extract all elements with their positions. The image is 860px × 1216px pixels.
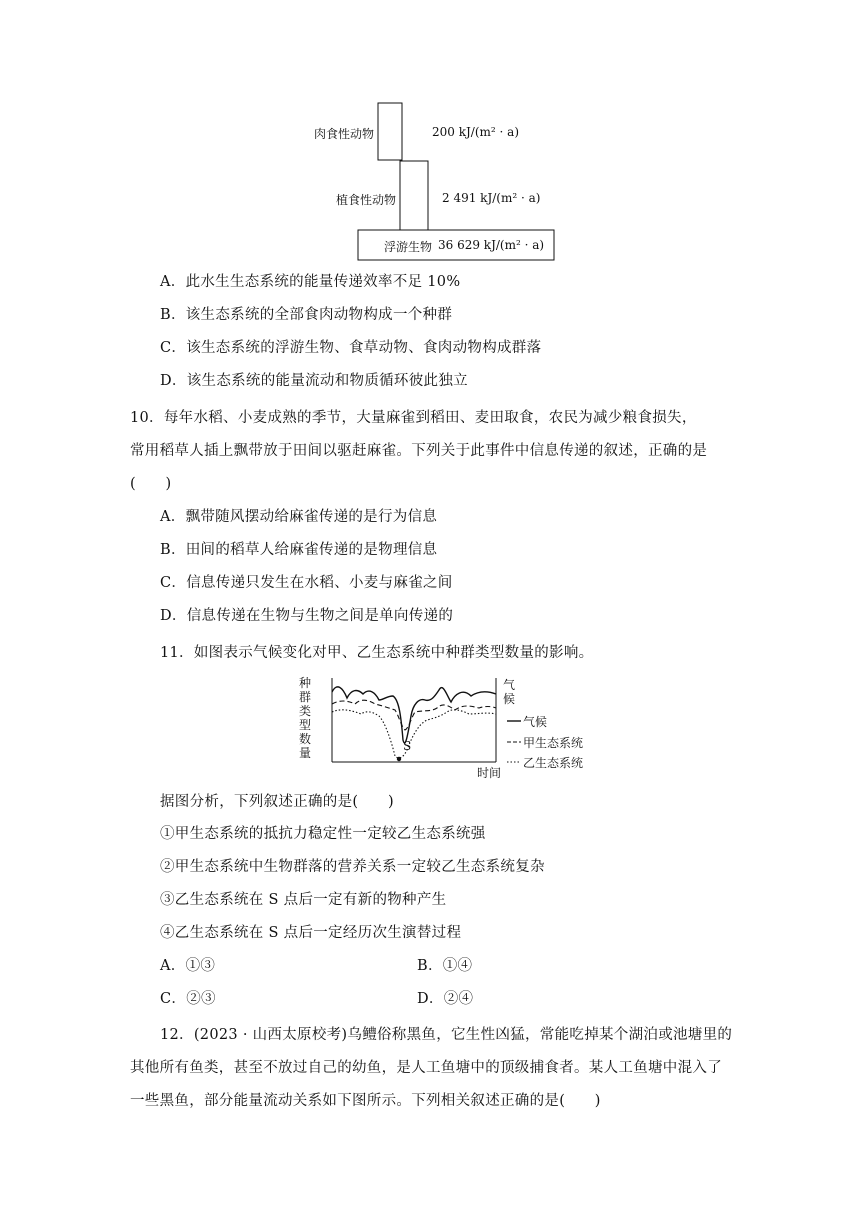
pyramid-level-2-name: 植食性动物 [336,193,397,207]
q9-option-c: C．该生态系统的浮游生物、食草动物、食肉动物构成群落 [160,340,542,356]
q11-option-b: B．①④ [417,958,473,974]
point-s-label: S [403,739,412,753]
pyramid-level-1-energy: 200 kJ/(m² · a) [432,125,519,139]
q10-option-a: A．飘带随风摆动给麻雀传递的是行为信息 [160,509,438,525]
climate-line [332,687,496,743]
q11-question: 据图分析，下列叙述正确的是( ) [160,794,394,810]
pyramid-level-3-energy: 36 629 kJ/(m² · a) [438,238,545,252]
q11-statement-4: ④乙生态系统在 S 点后一定经历次生演替过程 [160,925,462,941]
q12-stem-line-1: 12．(2023 · 山西太原校考)乌鳢俗称黑鱼，它生性凶猛，常能吃掉某个湖泊或池塘里的 [160,1027,733,1043]
y-axis-label: 种群类型数量 [299,676,312,760]
legend-ecosystem-a-label: 甲生态系统 [523,736,584,750]
q12-stem-line-2: 其他所有鱼类，甚至不放过自己的幼鱼，是人工鱼塘中的顶级捕食者。某人工鱼塘中混入了 [130,1060,722,1076]
q10-stem-line-3: ( ) [130,476,172,492]
x-axis-label: 时间 [477,766,502,780]
q10-stem-line-1: 10．每年水稻、小麦成熟的季节，大量麻雀到稻田、麦田取食，农民为减少粮食损失， [130,410,697,426]
q10-stem-line-2: 常用稻草人插上飘带放于田间以驱赶麻雀。下列关于此事件中信息传递的叙述，正确的是 [130,443,708,459]
pyramid-level-2-energy: 2 491 kJ/(m² · a) [442,191,541,205]
q11-statement-2: ②甲生态系统中生物群落的营养关系一定较乙生态系统复杂 [160,859,545,875]
ecosystem-a-line [332,700,496,730]
q9-option-d: D．该生态系统的能量流动和物质循环彼此独立 [160,373,468,389]
q11-stem: 11．如图表示气候变化对甲、乙生态系统中种群类型数量的影响。 [160,645,594,661]
pyramid-top-block [378,103,402,160]
energy-pyramid-figure [300,95,600,275]
q11-statement-1: ①甲生态系统的抵抗力稳定性一定较乙生态系统强 [160,826,486,842]
point-s-marker [397,757,401,761]
q12-stem-line-3: 一些黑鱼，部分能量流动关系如下图所示。下列相关叙述正确的是( ) [130,1093,601,1109]
y-axis-right-label: 气候 [503,678,516,706]
q11-option-c: C．②③ [160,991,216,1007]
pyramid-middle-block [400,161,428,230]
ecosystem-b-line [332,710,496,758]
q11-option-d: D．②④ [417,991,474,1007]
pyramid-level-1-name: 肉食性动物 [314,127,375,141]
q9-option-b: B．该生态系统的全部食肉动物构成一个种群 [160,307,453,323]
q10-option-b: B．田间的稻草人给麻雀传递的是物理信息 [160,542,438,558]
legend-ecosystem-b-label: 乙生态系统 [523,756,584,770]
q9-option-a: A．此水生生态系统的能量传递效率不足 10% [160,274,461,290]
q11-statement-3: ③乙生态系统在 S 点后一定有新的物种产生 [160,892,447,908]
q11-option-a: A．①③ [160,958,216,974]
q10-option-d: D．信息传递在生物与生物之间是单向传递的 [160,608,454,624]
legend-climate-label: 气候 [523,715,548,729]
q10-option-c: C．信息传递只发生在水稻、小麦与麻雀之间 [160,575,453,591]
climate-population-chart [295,670,595,780]
pyramid-level-3-name: 浮游生物 [384,240,433,254]
